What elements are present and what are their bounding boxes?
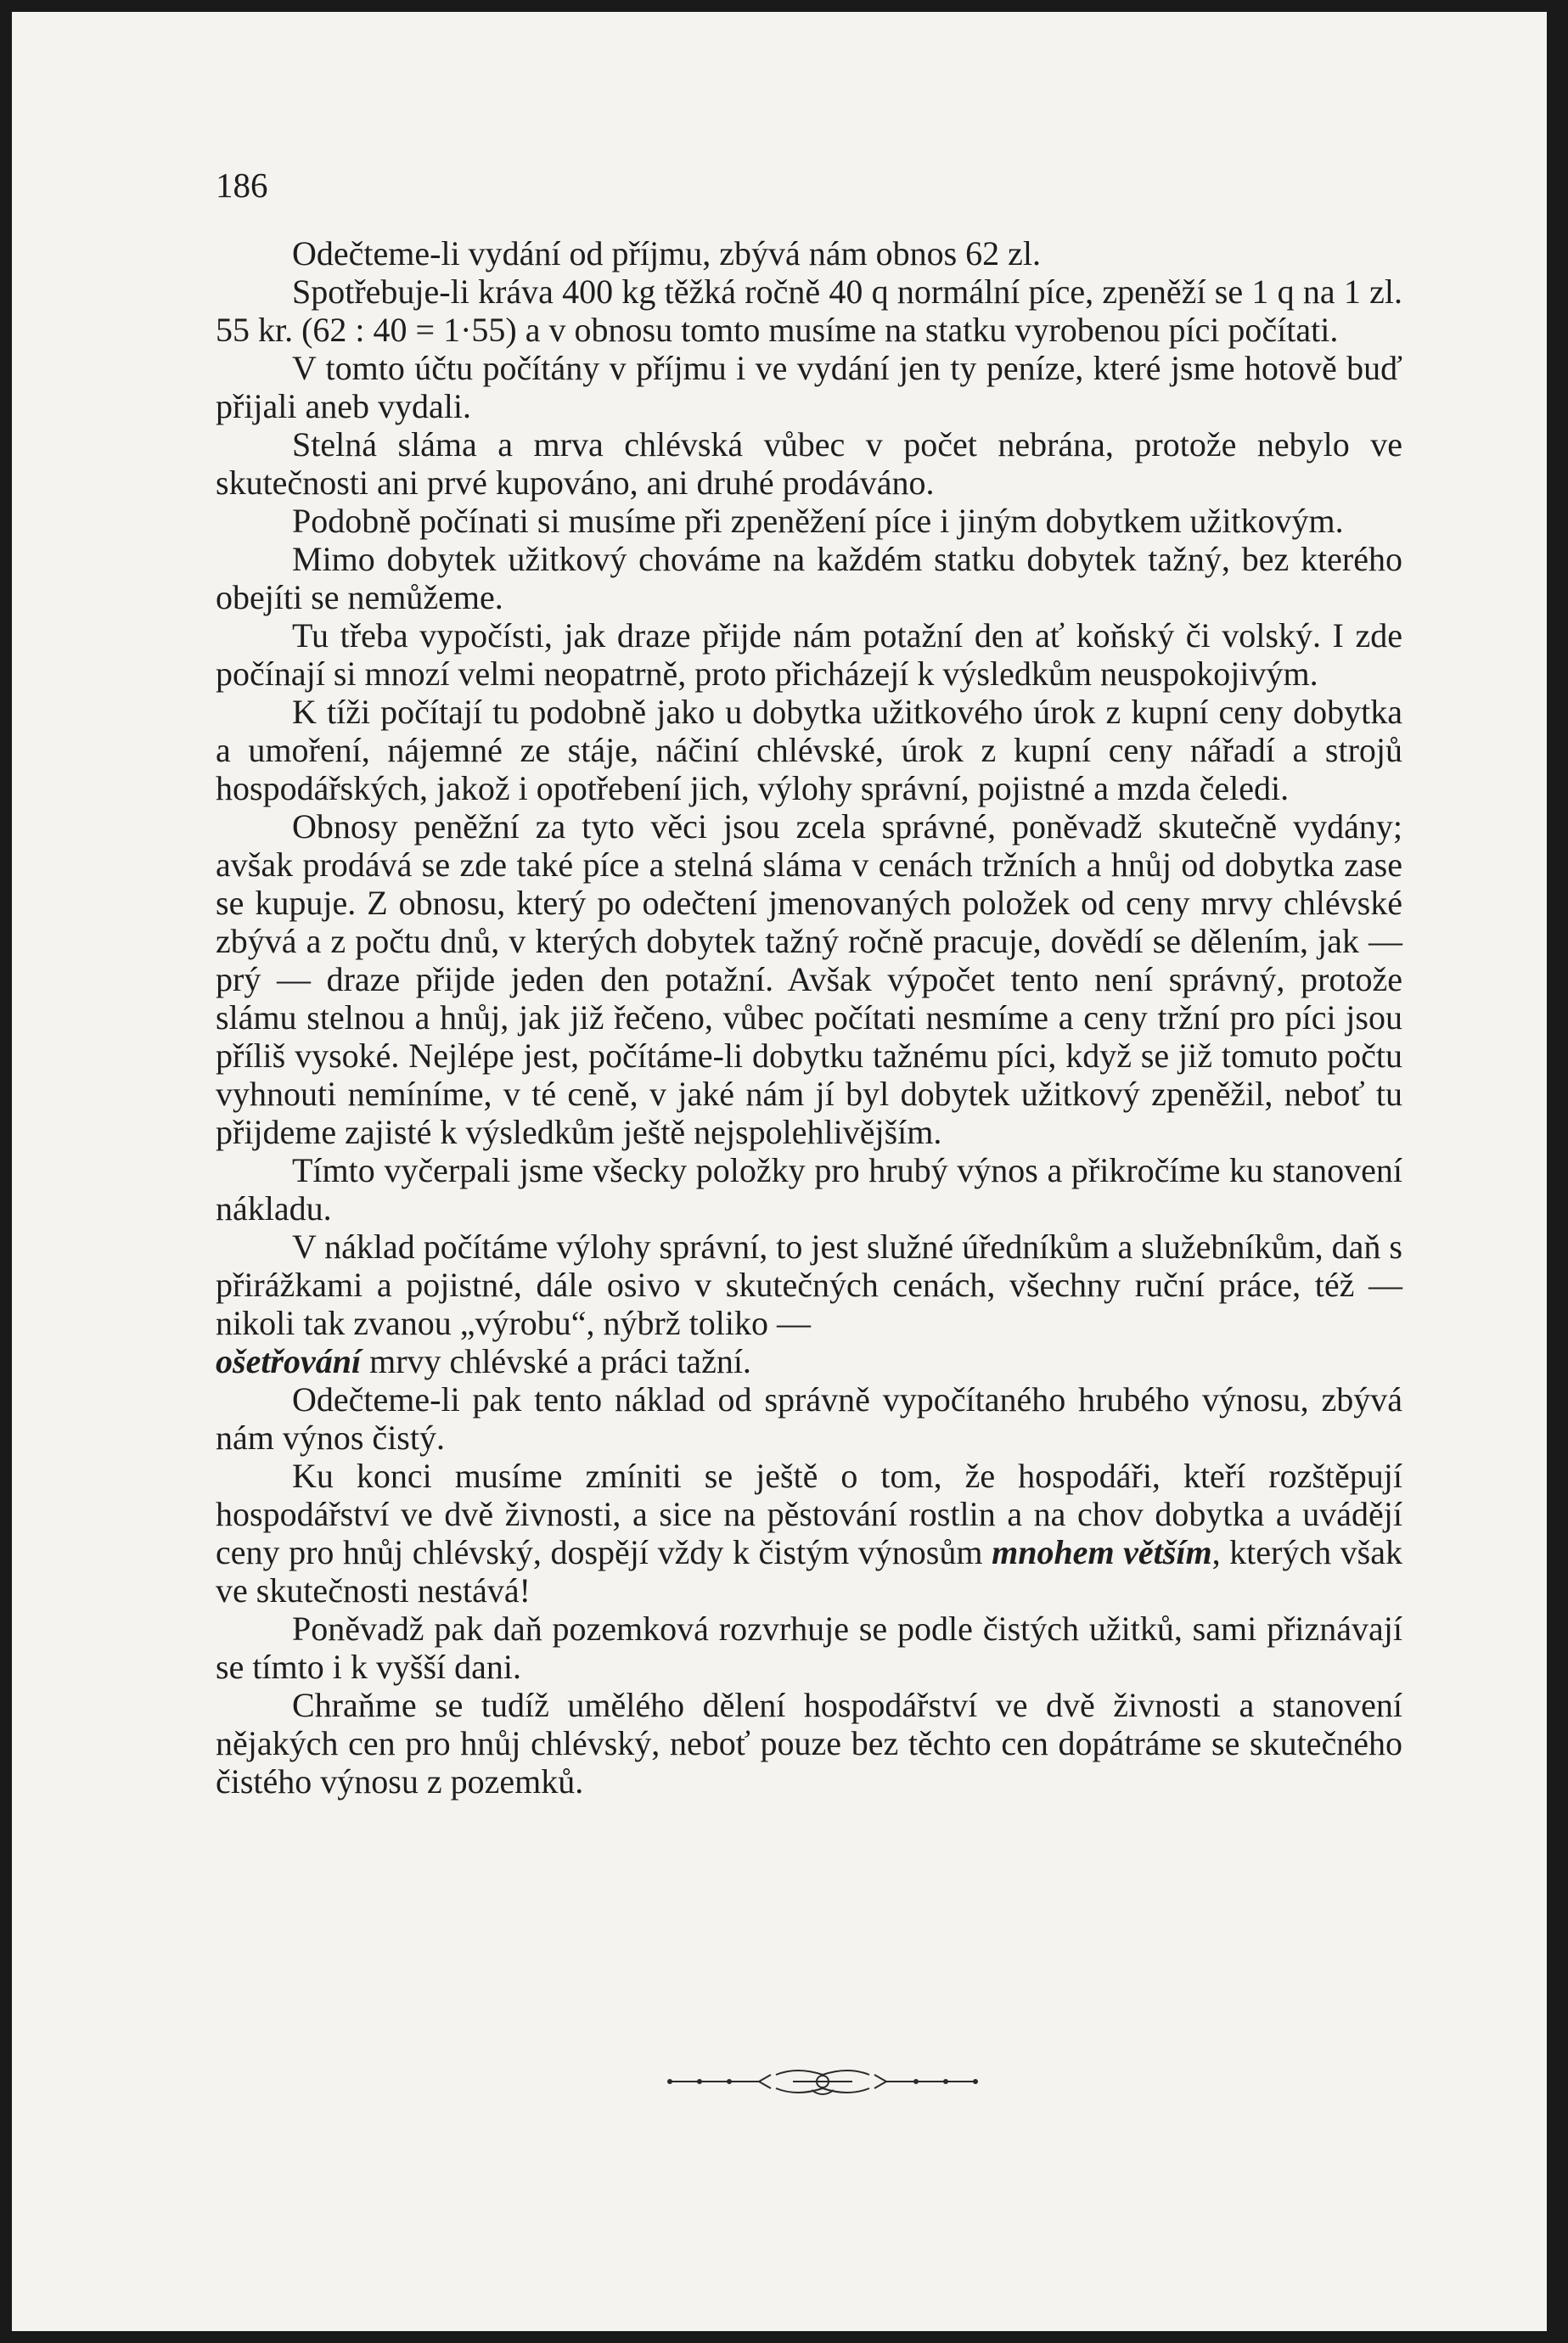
paragraph-text: V náklad počítáme výlohy správní, to jest služné úředníkům a služebníkům, daň s přirážkami a pojistné, dále osivo v skutečných cenách, všechny ruční práce, též — nikoli tak zvanou „výrobu“, nýbrž toliko — — [216, 1228, 1402, 1342]
paragraph: Stelná sláma a mrva chlévská vůbec v počet nebrána, protože nebylo ve skutečnosti ani prvé kupováno, ani druhé prodáváno. — [216, 425, 1402, 502]
emphasis: ošetřování — [216, 1342, 362, 1380]
paragraph: Mimo dobytek užitkový chováme na každém statku dobytek tažný, bez kterého obejíti se nemůžeme. — [216, 540, 1402, 616]
paragraph: Podobně počínati si musíme při zpeněžení píce i jiným dobytkem užitkovým. — [292, 502, 1344, 540]
paragraph: K tíži počítají tu podobně jako u dobytka užitkového úrok z kupní ceny dobytka a umoření, nájemné ze stáje, náčiní chlévské, úrok z kupní ceny nářadí a strojů hospodářských, jakož i opotřebení jich, výlohy správní, pojistné a mzda čeledi. — [216, 693, 1402, 807]
paragraph: V tomto účtu počítány v příjmu i ve vydání jen ty peníze, které jsme hotově buď přijali aneb vydali. — [216, 349, 1402, 425]
paragraph — [216, 1457, 1402, 1610]
paragraph: Odečteme-li pak tento náklad od správně vypočítaného hrubého výnosu, zbývá nám výnos čistý. — [216, 1380, 1402, 1457]
decorative-ornament-icon — [666, 2065, 980, 2099]
paragraph: Tímto vyčerpali jsme všecky položky pro hrubý výnos a přikročíme ku stanovení nákladu. — [216, 1151, 1402, 1228]
paragraph: Obnosy peněžní za tyto věci jsou zcela správné, poněvadž skutečně vydány; avšak prodává se zde také píce a stelná sláma v cenách tržních a hnůj od dobytka zase se kupuje. Z obnosu, který po odečtení jmenovaných položek od ceny mrvy chlévské zbývá a z počtu dnů, v kterých dobytek tažný ročně pracuje, dovědí se dělením, jak — prý — draze přijde jeden den potažní. Avšak výpočet tento není správný, protože slámu stelnou a hnůj, jak již řečeno, vůbec počítati nesmíme a ceny tržní pro píci jsou příliš vysoké. Nejlépe jest, počítáme-li dobytku tažnému píci, když se již tomuto počtu vyhnouti nemíníme, v té ceně, v jaké nám jí byl dobytek užitkový zpeněžil, neboť tu přijdeme zajisté k výsledkům ještě nejspolehlivějším. — [216, 807, 1402, 1151]
paragraph-text: Ku konci musíme zmíniti se ještě o tom, že hospodáři, kteří rozštěpují hospodářství ve dvě živnosti, a sice na pěstování rostlin a na chov dobytka a uvádějí ceny pro hnůj chlévský, dospějí vždy k čistým výnosům — [216, 1457, 1402, 1571]
paragraph: Chraňme se tudíž umělého dělení hospodářství ve dvě živnosti a stanovení nějakých cen pro hnůj chlévský, neboť pouze bez těchto cen dopátráme se skutečného čistého výnosu z pozemků. — [216, 1686, 1402, 1801]
paragraph-text: , kterých však ve skutečnosti nestává! — [216, 1533, 1403, 1610]
body-text — [216, 234, 1402, 1801]
emphasis: mnohem větším — [992, 1533, 1212, 1571]
paragraph: Poněvadž pak daň pozemková rozvrhuje se podle čistých užitků, sami přiznávají se tímto i k vyšší dani. — [216, 1610, 1402, 1686]
paragraph: Odečteme-li vydání od příjmu, zbývá nám obnos 62 zl. — [292, 234, 1042, 273]
page-number: 186 — [216, 166, 268, 205]
paragraph: Tu třeba vypočísti, jak draze přijde nám potažní den ať koňský či volský. I zde počínají si mnozí velmi neopatrně, proto přicházejí k výsledkům neuspokojivým. — [216, 616, 1402, 693]
paragraph: Spotřebuje-li kráva 400 kg těžká ročně 40 q normální píce, zpeněží se 1 q na 1 zl. 55 kr. (62 : 40 = 1·55) a v obnosu tomto musíme na statku vyrobenou píci počítati. — [216, 273, 1402, 349]
paragraph-text: mrvy chlévské a práci tažní. — [361, 1342, 751, 1380]
paragraph — [216, 1228, 1402, 1380]
book-page — [12, 12, 1547, 2331]
